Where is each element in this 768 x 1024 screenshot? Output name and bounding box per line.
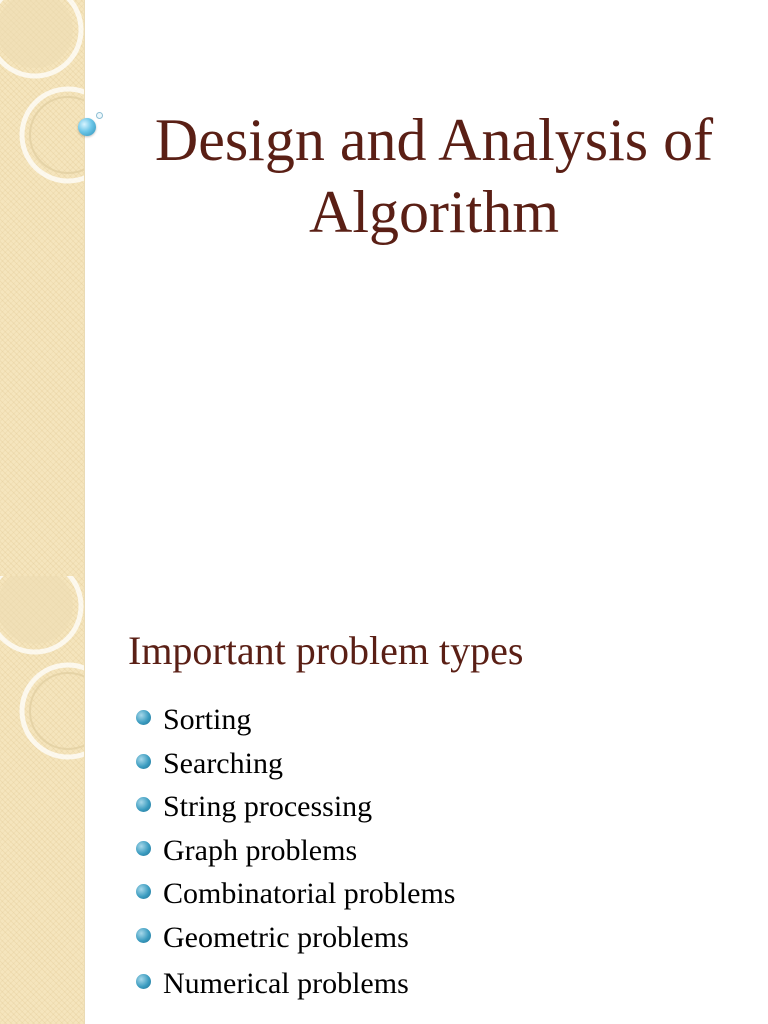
list-item-text: String processing <box>163 790 373 823</box>
list-item-text: Geometric problems <box>163 920 409 954</box>
bullet-icon <box>136 884 151 899</box>
decorative-side-panel <box>0 576 85 1024</box>
list-item <box>130 785 455 829</box>
list-item-text: Numerical problems <box>163 967 409 1000</box>
orb-icon <box>78 118 96 136</box>
slide-heading: Important problem types <box>128 628 524 673</box>
bullet-icon <box>136 797 151 812</box>
bullet-icon <box>136 841 151 856</box>
list-item-text: Graph problems <box>163 833 358 867</box>
slide-problem-types <box>0 576 768 1024</box>
decorative-rings <box>0 0 84 576</box>
bullet-icon <box>136 928 151 943</box>
list-item-text: Combinatorial problems <box>163 877 456 910</box>
list-item <box>130 742 455 786</box>
decorative-side-panel <box>0 0 85 576</box>
decorative-rings <box>0 576 84 1024</box>
list-item-text: Sorting <box>163 703 252 736</box>
slide-title-text: Design and Analysis of Algorithm <box>154 107 714 245</box>
bullet-icon <box>136 754 151 769</box>
bullet-icon <box>136 974 151 989</box>
list-item <box>130 829 455 873</box>
list-item <box>130 698 455 742</box>
list-item <box>130 962 455 1006</box>
problem-types-list <box>130 698 455 1006</box>
list-item-text: Searching <box>163 746 283 780</box>
list-item <box>130 872 455 916</box>
bullet-icon <box>136 710 151 725</box>
list-item <box>130 916 455 960</box>
